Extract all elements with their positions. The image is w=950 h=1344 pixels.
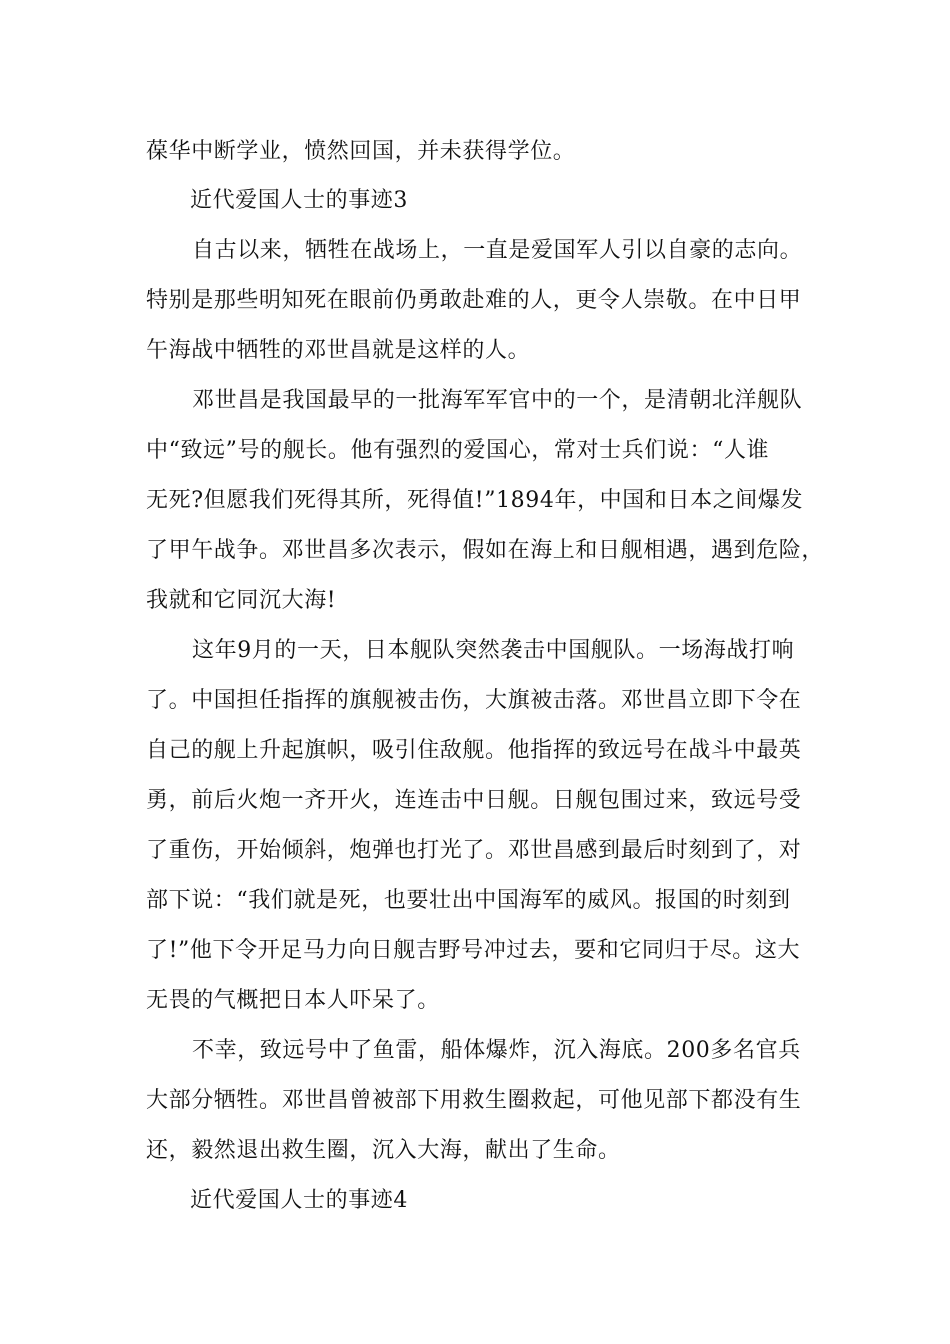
text-line: 了。中国担任指挥的旗舰被击伤，大旗被击落。邓世昌立即下令在 (146, 688, 802, 713)
text-line: 勇，前后火炮一齐开火，连连击中日舰。日舰包围过来，致远号受 (146, 788, 802, 813)
section-heading: 近代爱国人士的事迹4 (190, 1188, 408, 1213)
text-line: 无死?但愿我们死得其所，死得值!”1894年，中国和日本之间爆发 (146, 488, 804, 513)
text-line: 自己的舰上升起旗帜，吸引住敌舰。他指挥的致远号在战斗中最英 (146, 738, 802, 763)
text-line: 这年9月的一天，日本舰队突然袭击中国舰队。一场海战打响 (192, 638, 795, 663)
text-line: 葆华中断学业，愤然回国，并未获得学位。 (146, 139, 576, 164)
text-line: 了!”他下令开足马力向日舰吉野号冲过去，要和它同归于尽。这大 (146, 938, 801, 963)
text-line: 邓世昌是我国最早的一批海军军官中的一个，是清朝北洋舰队 (192, 388, 803, 413)
text-line: 我就和它同沉大海! (146, 588, 337, 613)
text-line: 午海战中牺牲的邓世昌就是这样的人。 (146, 338, 531, 363)
text-line: 大部分牺牲。邓世昌曾被部下用救生圈救起，可他见部下都没有生 (146, 1088, 802, 1113)
text-line: 无畏的气概把日本人吓呆了。 (146, 988, 440, 1013)
section-heading: 近代爱国人士的事迹3 (190, 188, 408, 213)
text-line: 自古以来，牺牲在战场上，一直是爱国军人引以自豪的志向。 (192, 238, 803, 263)
text-line: 还，毅然退出救生圈，沉入大海，献出了生命。 (146, 1138, 621, 1163)
text-line: 中“致远”号的舰长。他有强烈的爱国心，常对士兵们说：“人谁 (146, 438, 770, 463)
text-line: 部下说：“我们就是死，也要壮出中国海军的威风。报国的时刻到 (146, 888, 791, 913)
text-line: 特别是那些明知死在眼前仍勇敢赴难的人，更令人崇敬。在中日甲 (146, 288, 802, 313)
text-line: 了重伤，开始倾斜，炮弹也打光了。邓世昌感到最后时刻到了，对 (146, 838, 802, 863)
text-line: 不幸，致远号中了鱼雷，船体爆炸，沉入海底。200多名官兵 (192, 1038, 801, 1063)
text-line: 了甲午战争。邓世昌多次表示，假如在海上和日舰相遇，遇到危险， (146, 538, 825, 563)
